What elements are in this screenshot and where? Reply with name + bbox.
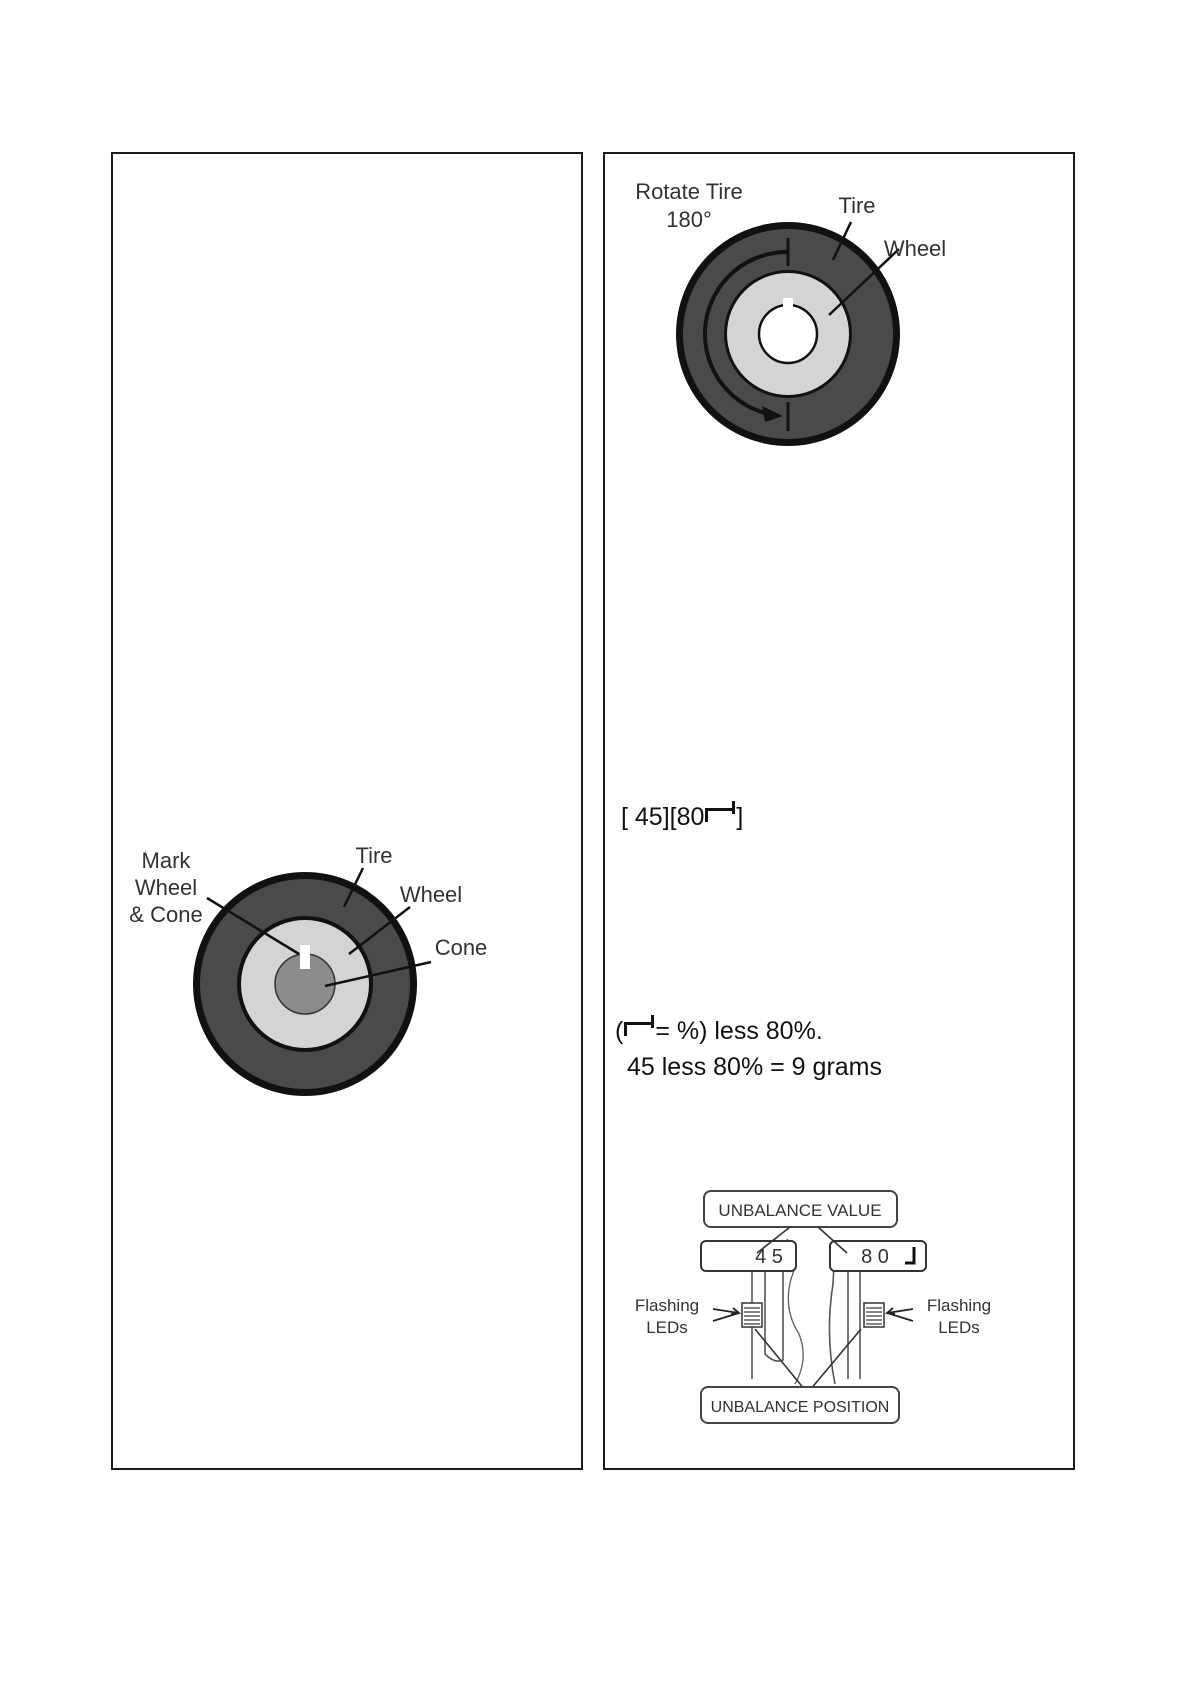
position-leader-right — [810, 1329, 861, 1390]
readout-display — [621, 803, 743, 832]
flashing-right-line2: LEDs — [938, 1318, 980, 1337]
percent-symbol — [624, 1022, 654, 1036]
left-flashing-arrows — [713, 1308, 739, 1321]
alignment-mark — [300, 945, 310, 969]
formula-line1-open: ( — [615, 1017, 624, 1045]
left-panel — [111, 152, 583, 1470]
rotate-label-line1: Rotate Tire — [635, 179, 743, 204]
right-panel — [603, 152, 1075, 1470]
right-display-value: 8 0 — [861, 1246, 889, 1268]
unbalance-position-label: UNBALANCE POSITION — [710, 1399, 890, 1416]
mark-label-line3: & Cone — [129, 902, 203, 927]
mark-label-line2: Wheel — [134, 875, 198, 900]
unbalance-value-label: UNBALANCE VALUE — [718, 1201, 882, 1220]
tire-label: Tire — [355, 843, 393, 868]
alignment-mark — [783, 298, 793, 314]
rotate-tire-diagram — [605, 154, 1077, 614]
position-leader-left — [755, 1329, 805, 1390]
flashing-left-line2: LEDs — [646, 1318, 688, 1337]
flashing-left-line1: Flashing — [634, 1296, 700, 1315]
left-led-icon — [742, 1303, 762, 1327]
formula-line1 — [615, 1017, 823, 1046]
wheel-label: Wheel — [399, 882, 463, 907]
right-led-icon — [864, 1303, 884, 1327]
unbalance-panel-diagram — [605, 1184, 1077, 1454]
left-display-value: 4 5 — [755, 1246, 783, 1268]
readout-display-start: [ 45][80 — [621, 803, 705, 831]
rotate-label-line2: 180° — [666, 207, 712, 232]
percent-symbol — [705, 808, 735, 822]
wheel-label: Wheel — [883, 236, 947, 261]
readout-display-end: ] — [736, 803, 744, 831]
right-flashing-arrows — [887, 1308, 913, 1321]
cone-label: Cone — [434, 935, 488, 960]
mark-label-line1: Mark — [141, 848, 191, 873]
flashing-right-line1: Flashing — [926, 1296, 992, 1315]
mark-wheel-cone-diagram — [113, 154, 585, 1472]
formula-line2: 45 less 80% = 9 grams — [627, 1053, 882, 1081]
tire-label: Tire — [838, 193, 876, 218]
formula-line1-rest: = %) less 80%. — [655, 1017, 823, 1045]
